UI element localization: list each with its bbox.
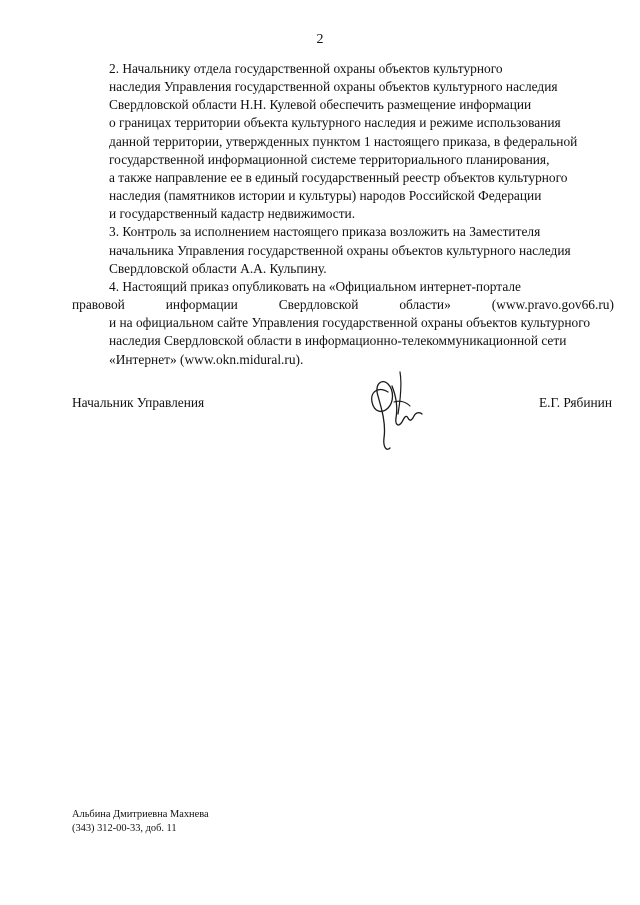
text-line-spread <box>72 296 614 314</box>
page-number: 2 <box>316 32 324 47</box>
text-line: 2. Начальнику отдела государственной охраны объектов культурного <box>109 61 503 76</box>
document-body <box>72 60 614 369</box>
executor-name: Альбина Дмитриевна Махнева <box>72 809 209 820</box>
url-text: (www.pravo.gov66.ru) <box>491 297 614 313</box>
text-line: 3. Контроль за исполнением настоящего приказа возложить на Заместителя <box>109 224 541 240</box>
text-line: начальника Управления государственной охраны объектов культурного наследия <box>109 242 571 258</box>
text-line: а также направление ее в единый государственный реестр объектов культурного <box>109 169 568 185</box>
text-line: Свердловской области А.А. Кульпину. <box>109 260 327 276</box>
signatory-name: Е.Г. Рябинин <box>538 395 612 410</box>
executor-info <box>72 808 209 835</box>
text-line: 4. Настоящий приказ опубликовать на «Официальном интернет-портале <box>109 278 522 294</box>
paragraph-2 <box>72 60 614 223</box>
word: информации <box>165 297 238 313</box>
executor-phone: (343) 312-00-33, доб. 11 <box>72 822 177 834</box>
text-line: государственной информационной системе территориального планирования, <box>109 151 550 167</box>
text-line: «Интернет» (www.okn.midural.ru). <box>109 351 304 367</box>
text-line: данной территории, утвержденных пунктом 1 настоящего приказа, в федеральной <box>109 133 578 149</box>
word: Свердловской <box>278 297 359 313</box>
text-line: и государственный кадастр недвижимости. <box>109 206 356 222</box>
signatory-position: Начальник Управления <box>72 395 205 410</box>
text-line: наследия (памятников истории и культуры) народов Российской Федерации <box>109 188 542 204</box>
text-line: наследия Свердловской области в информационно-телекоммуникационной сети <box>109 333 567 349</box>
text-line: наследия Управления государственной охраны объектов культурного наследия <box>109 79 558 95</box>
paragraph-4 <box>72 278 614 369</box>
text-line: Свердловской области Н.Н. Кулевой обеспечить размещение информации <box>109 97 532 113</box>
text-line: и на официальном сайте Управления государственной охраны объектов культурного <box>109 315 591 331</box>
text-line: о границах территории объекта культурного наследия и режиме использования <box>109 115 561 131</box>
word: правовой <box>72 297 125 313</box>
word: области» <box>399 297 451 313</box>
handwritten-signature <box>348 362 444 458</box>
paragraph-3 <box>72 223 614 277</box>
